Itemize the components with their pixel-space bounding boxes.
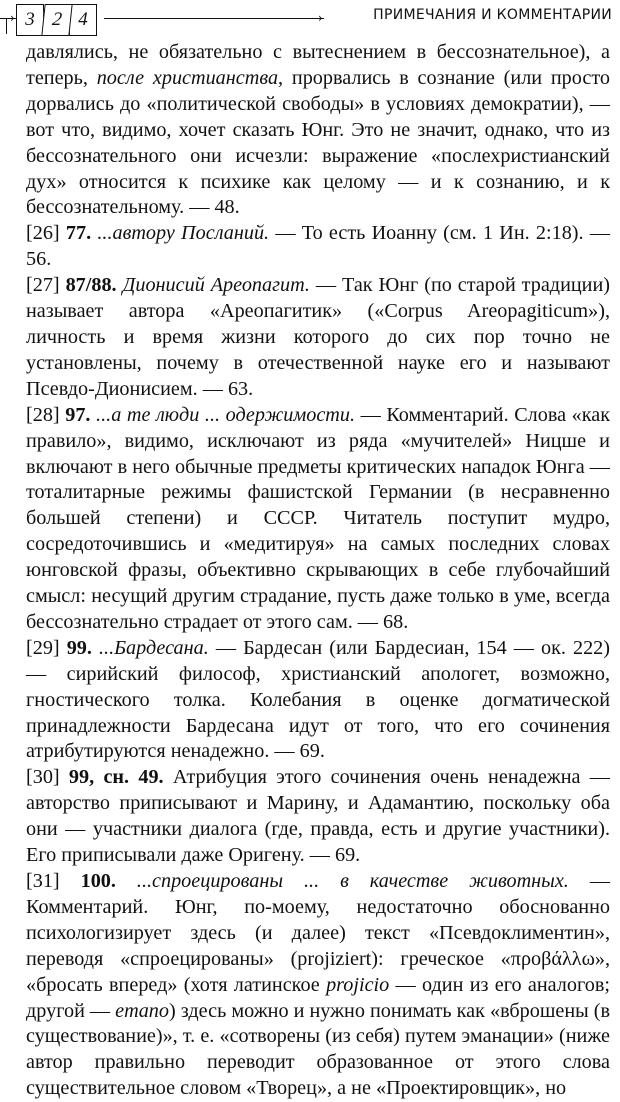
- note-text: [31]: [26, 870, 81, 892]
- note-text: [116, 870, 137, 892]
- note-text: Атрибуция этого сочинения очень ненадежна — авторство приписывают и Марину, и Адамантию, поскольку оба они — участники диалога (где, правда, есть и другие участники). Его приписывали даже Оригену. — 69.: [26, 766, 610, 867]
- note-quote: ...автору Посланий.: [97, 222, 270, 245]
- note-reference: 77.: [65, 222, 92, 245]
- note-paragraph: [26, 40, 610, 221]
- note-text: [29]: [26, 636, 67, 659]
- note-paragraph: [26, 273, 610, 403]
- note-quote: Дионисий Ареопагит.: [122, 274, 310, 297]
- note-text: — Бардесан (или Бардесиан, 154 — ок. 222) — сирийский философ, христианский апологет, возможно, гностического толка. Колебания в оценке догматической принадлежности Бардесана идут от того, что его сочинения атрибутируются ненадежно. — 69.: [26, 636, 610, 763]
- note-paragraph: [26, 636, 610, 766]
- note-text: [30]: [26, 766, 69, 789]
- note-reference: 97.: [65, 403, 91, 426]
- note-text: — один из его аналогов; другой —: [26, 973, 610, 1022]
- note-text: — То есть Иоанну (см. 1 Ин. 2:18). — 56.: [26, 222, 611, 271]
- note-reference: 99.: [66, 636, 92, 659]
- note-quote: ...а те люди ... одержимости.: [96, 403, 355, 426]
- left-border-line: [6, 18, 7, 34]
- note-text: [92, 637, 99, 659]
- note-quote: emano: [115, 999, 169, 1022]
- page-number: [16, 4, 96, 36]
- notes-body: [26, 40, 610, 1102]
- note-text: давлялись, не обязательно с вытеснением в бессознательное), а теперь,: [26, 41, 610, 89]
- note-quote: после христианства: [96, 66, 279, 89]
- page-digit: 2: [41, 4, 72, 36]
- note-paragraph: [26, 765, 610, 869]
- note-paragraph: [26, 221, 610, 273]
- page-header: [0, 0, 620, 44]
- note-quote: projicio: [326, 973, 390, 996]
- note-text: ) здесь можно и нужно понимать как «вброшены (в существование)», т. е. «сотворены (из себя) путем эманации» (ниже автор правильно переводит образованное от этого слова существительное словом «Творец», а не «Проектировщик», но: [26, 999, 610, 1100]
- page-digit: 3: [16, 4, 44, 36]
- arrow-right-icon: ›: [10, 11, 15, 25]
- note-text: [28]: [26, 403, 66, 426]
- note-text: [27]: [26, 274, 66, 297]
- arrow-right-icon: ›: [318, 11, 323, 25]
- running-head: ПРИМЕЧАНИЯ И КОММЕНТАРИИ: [373, 7, 612, 23]
- note-text: — Комментарий. Юнг, по-моему, недостаточно обоснованно психологизирует здесь (и далее) текст «Псевдоклиментин», переводя «спроецированы» (projiziert): греческое «προβάλλω», «бросать вперед» (хотя латинское: [26, 870, 611, 996]
- note-paragraph: [26, 403, 610, 636]
- note-paragraph: [26, 869, 610, 1102]
- note-quote: ...спроецированы ... в качестве животных.: [136, 870, 569, 892]
- note-quote: ...Бардесана.: [98, 636, 209, 659]
- header-rule: [104, 18, 324, 19]
- note-text: , прорвались в сознание (или просто дорвались до «политической свободы» в условиях демократии), — вот что, видимо, хочет сказать Юнг. Это не значит, однако, что из бессознательного они исчезли: выражение «послехристианский дух» относится к психике как целому — и к сознанию, и к бессознательному. — 48.: [26, 66, 610, 219]
- note-reference: 99, сн. 49.: [68, 766, 164, 789]
- page-digit: 4: [69, 4, 97, 36]
- note-text: — Комментарий. Слова «как правило», видимо, исключают из ряда «мучителей» Ницше и включают в него обычные предметы критических нападок Юнга — тоталитарные режимы фашистской Германии (в несравненно большей степени) и СССР. Читатель поступит мудро, сосредоточившись и «медитируя» на самых последних словах юнговской фразы, объективно скрывающих в себе глубочайший смысл: несущий другим страдание, пусть даже только в уме, всегда бессознательно страдает от этого сам. — 68.: [26, 403, 610, 633]
- note-text: [26]: [26, 222, 66, 245]
- note-reference: 100.: [80, 870, 116, 892]
- note-reference: 87/88.: [65, 274, 117, 297]
- note-text: — Так Юнг (по старой традиции) называет автора «Ареопагитик» («Corpus Areopagiticum»), личность и время жизни которого до сих пор точно не установлены, почему в отечественной науке его и называют Псевдо-Дионисием. — 63.: [26, 274, 611, 400]
